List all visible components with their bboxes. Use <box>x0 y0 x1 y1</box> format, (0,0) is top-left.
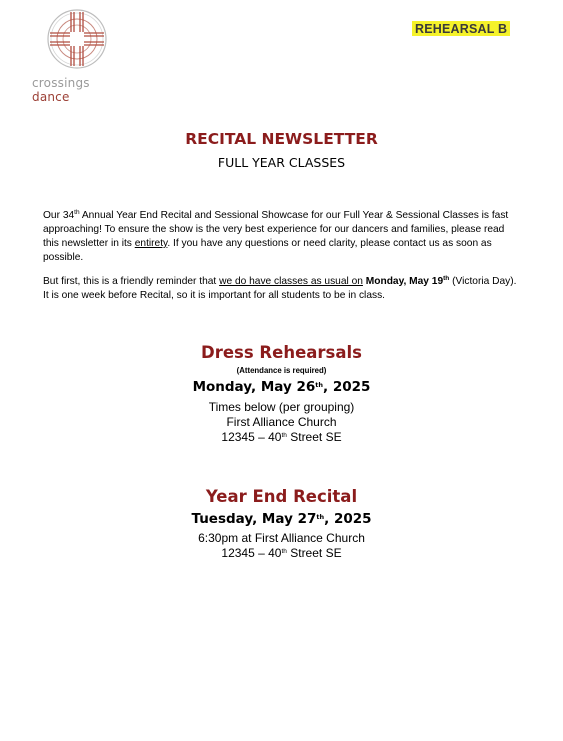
recital-address-text: 12345 – 40 <box>221 546 282 560</box>
intro-text: Our 34 <box>43 210 75 221</box>
logo-cross-emblem-icon <box>46 8 108 70</box>
intro-paragraph <box>43 209 523 265</box>
reminder-text-2: (Victoria Day). It is one week before Recital, so it is important for all students to be in class. <box>43 276 517 301</box>
reminder-text: But first, this is a friendly reminder that <box>43 276 220 287</box>
intro-underlined: entirety <box>134 238 168 249</box>
reminder-date: Monday, May 19 <box>362 276 444 287</box>
dress-date-text: Monday, May 26 <box>192 379 316 395</box>
dress-address-line <box>0 430 563 445</box>
attendance-note: (Attendance is required) <box>236 366 327 375</box>
dress-venue-line: First Alliance Church <box>226 415 337 429</box>
dress-rehearsal-date <box>0 379 563 395</box>
recital-time-venue-line: 6:30pm at First Alliance Church <box>198 531 365 545</box>
recital-date <box>0 511 563 527</box>
dress-address-text: 12345 – 40 <box>221 430 282 444</box>
crossings-dance-logo <box>30 8 125 104</box>
rehearsal-tag: REHEARSAL B <box>412 21 510 36</box>
recital-address-street: Street SE <box>286 546 342 560</box>
recital-address-line <box>0 546 563 561</box>
recital-date-text: Tuesday, May 27 <box>191 511 317 527</box>
intro-sup: th <box>74 209 80 216</box>
reminder-paragraph <box>43 275 523 303</box>
dress-date-sup: th <box>315 381 324 389</box>
logo-word-crossings: crossings <box>32 76 90 90</box>
intro-text-3: . If you have any questions or need clarity, please contact us as soon as possible. <box>43 238 492 263</box>
logo-word-dance: dance <box>32 90 70 104</box>
dress-date-year: , 2025 <box>323 379 371 395</box>
recital-address-sup: th <box>281 548 287 555</box>
reminder-date-sup: th <box>443 275 450 282</box>
dress-rehearsals-heading: Dress Rehearsals <box>201 343 362 362</box>
dress-times-line: Times below (per grouping) <box>208 400 355 414</box>
newsletter-subtitle: FULL YEAR CLASSES <box>217 155 346 170</box>
newsletter-title: RECITAL NEWSLETTER <box>185 130 378 148</box>
logo-wordmark <box>32 76 125 104</box>
recital-date-sup: th <box>316 513 325 521</box>
reminder-underlined: we do have classes as usual on <box>219 276 363 287</box>
recital-date-year: , 2025 <box>324 511 372 527</box>
intro-text-2: Annual Year End Recital and Sessional Showcase for our Full Year & Sessional Classes is fast approaching! To ensure the show is the very best experience for our dancers and families, please read this newsletter in its <box>43 210 509 249</box>
dress-address-sup: th <box>281 432 287 439</box>
dress-address-street: Street SE <box>286 430 342 444</box>
recital-heading: Year End Recital <box>205 487 358 506</box>
